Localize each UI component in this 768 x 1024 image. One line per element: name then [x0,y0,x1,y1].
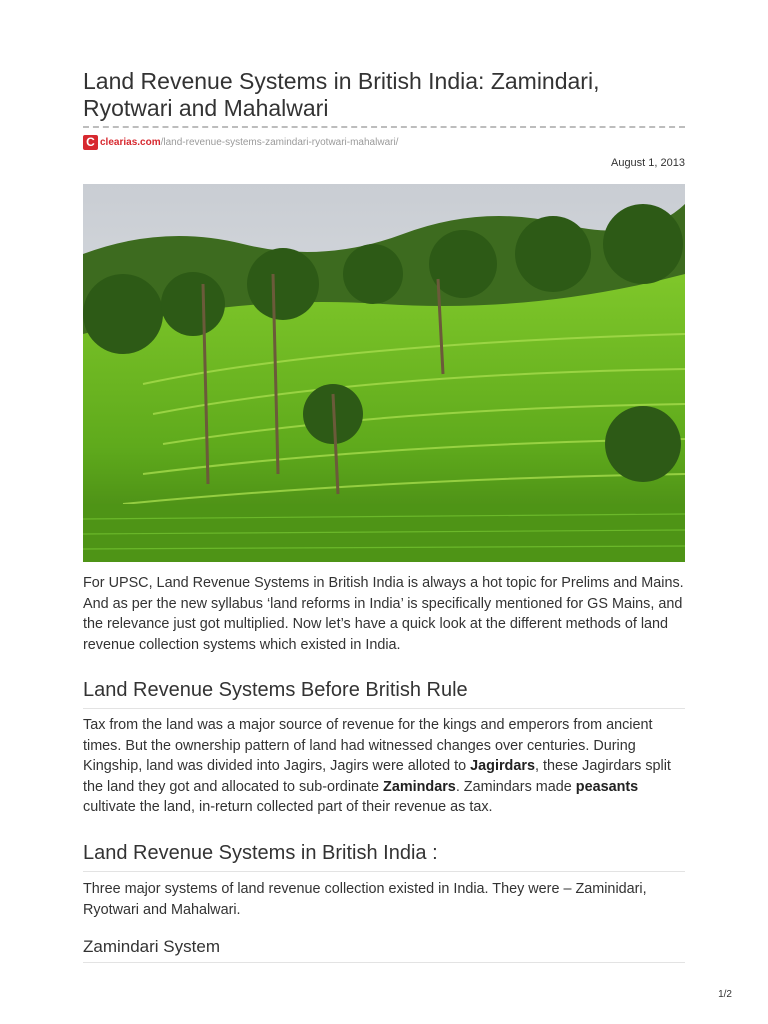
heading-before-british-rule: Land Revenue Systems Before British Rule [83,679,468,701]
source-path[interactable]: /land-revenue-systems-zamindari-ryotwari-mahalwari/ [160,136,399,148]
text-run: Tax from the land was a major source of revenue for the kings and emperors from ancient times. But the ownership pattern of land had witnessed changes over centuries. During Kingship, land was divided into Jagirs, Jagirs were alloted to [83,717,653,775]
term-peasants: peasants [575,778,639,795]
british-india-paragraph: Three major systems of land revenue collection existed in India. They were – Zaminidari, Ryotwari and Mahalwari. [83,881,647,918]
heading-divider [83,962,685,963]
term-zamindars: Zamindars [383,778,456,795]
before-british-paragraph [83,715,685,818]
text-run: , these Jagirdars split the land they got and allocated to sub-ordinate [83,758,671,795]
source-url[interactable] [83,134,398,150]
term-jagirdars: Jagirdars [470,758,535,775]
rice-terrace-photo [83,184,685,562]
intro-paragraph: For UPSC, Land Revenue Systems in British India is always a hot topic for Prelims and Mains. And as per the new syllabus ‘land reforms in India’ is specifically mentioned for GS Mains, and the relevance just got multiplied. Now let’s have a quick look at the different methods of land revenue collection systems which existed in India. [83,575,684,653]
page-number: 1/2 [718,989,732,1000]
article-title: Land Revenue Systems in British India: Zamindari, Ryotwari and Mahalwari [83,68,600,121]
heading-zamindari-system: Zamindari System [83,937,220,956]
title-divider [83,126,685,128]
publish-date: August 1, 2013 [610,157,685,169]
text-run: . Zamindars made [455,778,576,795]
heading-british-india: Land Revenue Systems in British India : [83,842,438,864]
source-domain[interactable]: clearias.com [100,136,161,148]
clearias-logo-icon: C [83,135,98,150]
text-run: cultivate the land, in-return collected part of their revenue as tax. [83,799,493,816]
heading-divider [83,708,685,709]
heading-divider [83,871,685,872]
